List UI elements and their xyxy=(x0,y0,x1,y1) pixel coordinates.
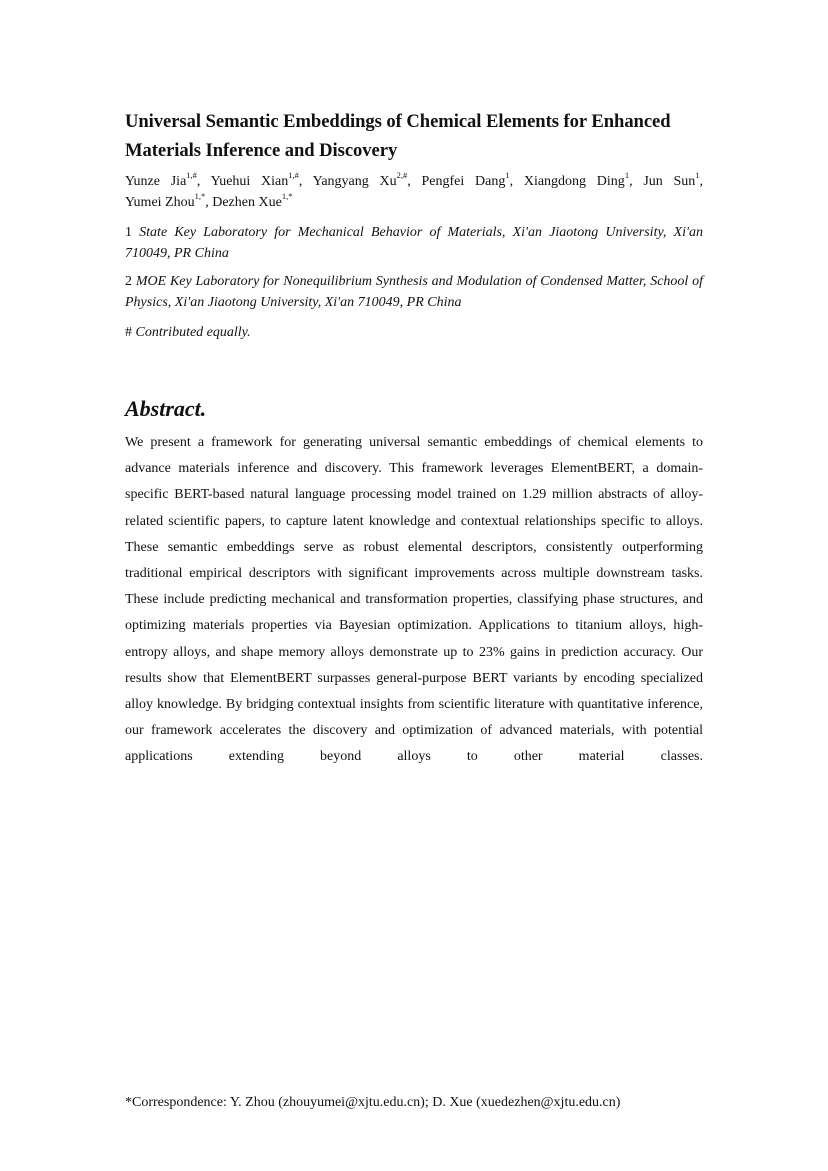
author-affiliation-marker: 1,# xyxy=(288,170,299,181)
affiliation xyxy=(125,271,703,313)
author: Yunze Jia$^{1,\#}$, xyxy=(125,170,201,189)
author-name: Pengfei Dang xyxy=(421,174,506,189)
author: Xiangdong Ding$^1$, xyxy=(523,170,633,189)
affiliation-text: State Key Laboratory for Mechanical Behavior of Materials, Xi'an Jiaotong University, Xi'an 710049, PR China xyxy=(125,225,703,261)
author-name: Xiangdong Ding xyxy=(523,174,625,189)
author-affiliation-marker: 1 xyxy=(505,170,510,181)
author-affiliation-marker: 1 xyxy=(695,170,700,181)
paper-title: Universal Semantic Embeddings of Chemical Elements for Enhanced Materials Inference and Discovery xyxy=(125,111,671,161)
correspondence-footnote: *Correspondence: Y. Zhou (zhouyumei@xjtu.edu.cn); D. Xue (xuedezhen@xjtu.edu.cn) xyxy=(125,1095,621,1110)
affiliation-number: 2 xyxy=(125,274,132,289)
author: Yumei Zhou$^{1,*}$, xyxy=(125,191,209,210)
contribution-note xyxy=(125,322,251,343)
author-affiliation-marker: 2,# xyxy=(396,170,408,181)
author-name: Yunze Jia xyxy=(125,174,187,189)
abstract-text: We present a framework for generating universal semantic embeddings of chemical elements to advance materials inference and discovery. This framework leverages ElementBERT, a domain-specific BERT-based natural language processing model trained on 1.29 million abstracts of alloy-related scientific papers, to capture latent knowledge and contextual relationships specific to alloys. These semantic embeddings serve as robust elemental descriptors, consistently outperforming traditional empirical descriptors with significant improvements across multiple downstream tasks. These include predicting mechanical and transformation properties, classifying phase structures, and optimizing materials properties via Bayesian optimization. Applications to titanium alloys, high-entropy alloys, and shape memory alloys demonstrate up to 23% gains in prediction accuracy. Our results show that ElementBERT surpasses general-purpose BERT variants by encoding specialized alloy knowledge. By bridging contextual insights from scientific literature with quantitative inference, our framework accelerates the discovery and optimization of advanced materials, with potential applications extending beyond alloys to other material classes. xyxy=(125,435,703,765)
affiliation-text: MOE Key Laboratory for Nonequilibrium Synthesis and Modulation of Condensed Matter, School of Physics, Xi'an Jiaotong University, Xi'an 710049, PR China xyxy=(125,274,703,310)
abstract-heading: Abstract. xyxy=(125,396,207,421)
author: Yangyang $Xu^{2,\#}$, xyxy=(312,170,411,189)
author-affiliation-marker: 1,# xyxy=(186,170,197,181)
author xyxy=(212,191,293,210)
author-affiliation-marker: 1,* xyxy=(281,191,293,202)
author-name: Dezhen Xue xyxy=(212,195,282,210)
author-list xyxy=(125,171,703,213)
author-affiliation-marker: 1,* xyxy=(194,191,206,202)
author-name: Jun Sun xyxy=(643,174,696,189)
author-affiliation-marker: 1 xyxy=(624,170,630,181)
author-name: Yumei Zhou xyxy=(125,195,195,210)
affiliation-number: 1 xyxy=(125,225,132,240)
author-name: Yangyang Xu xyxy=(312,174,397,189)
affiliation xyxy=(125,222,703,264)
author: Yuehui Xian$^{1,\#}$, xyxy=(210,170,303,189)
author: Jun Sun$^1$, xyxy=(643,170,704,189)
author: Pengfei Dang$^1$, xyxy=(421,170,514,189)
contribution-text: Contributed equally. xyxy=(135,325,251,340)
author-name: Yuehui Xian xyxy=(210,174,289,189)
contribution-symbol: # xyxy=(125,325,132,340)
